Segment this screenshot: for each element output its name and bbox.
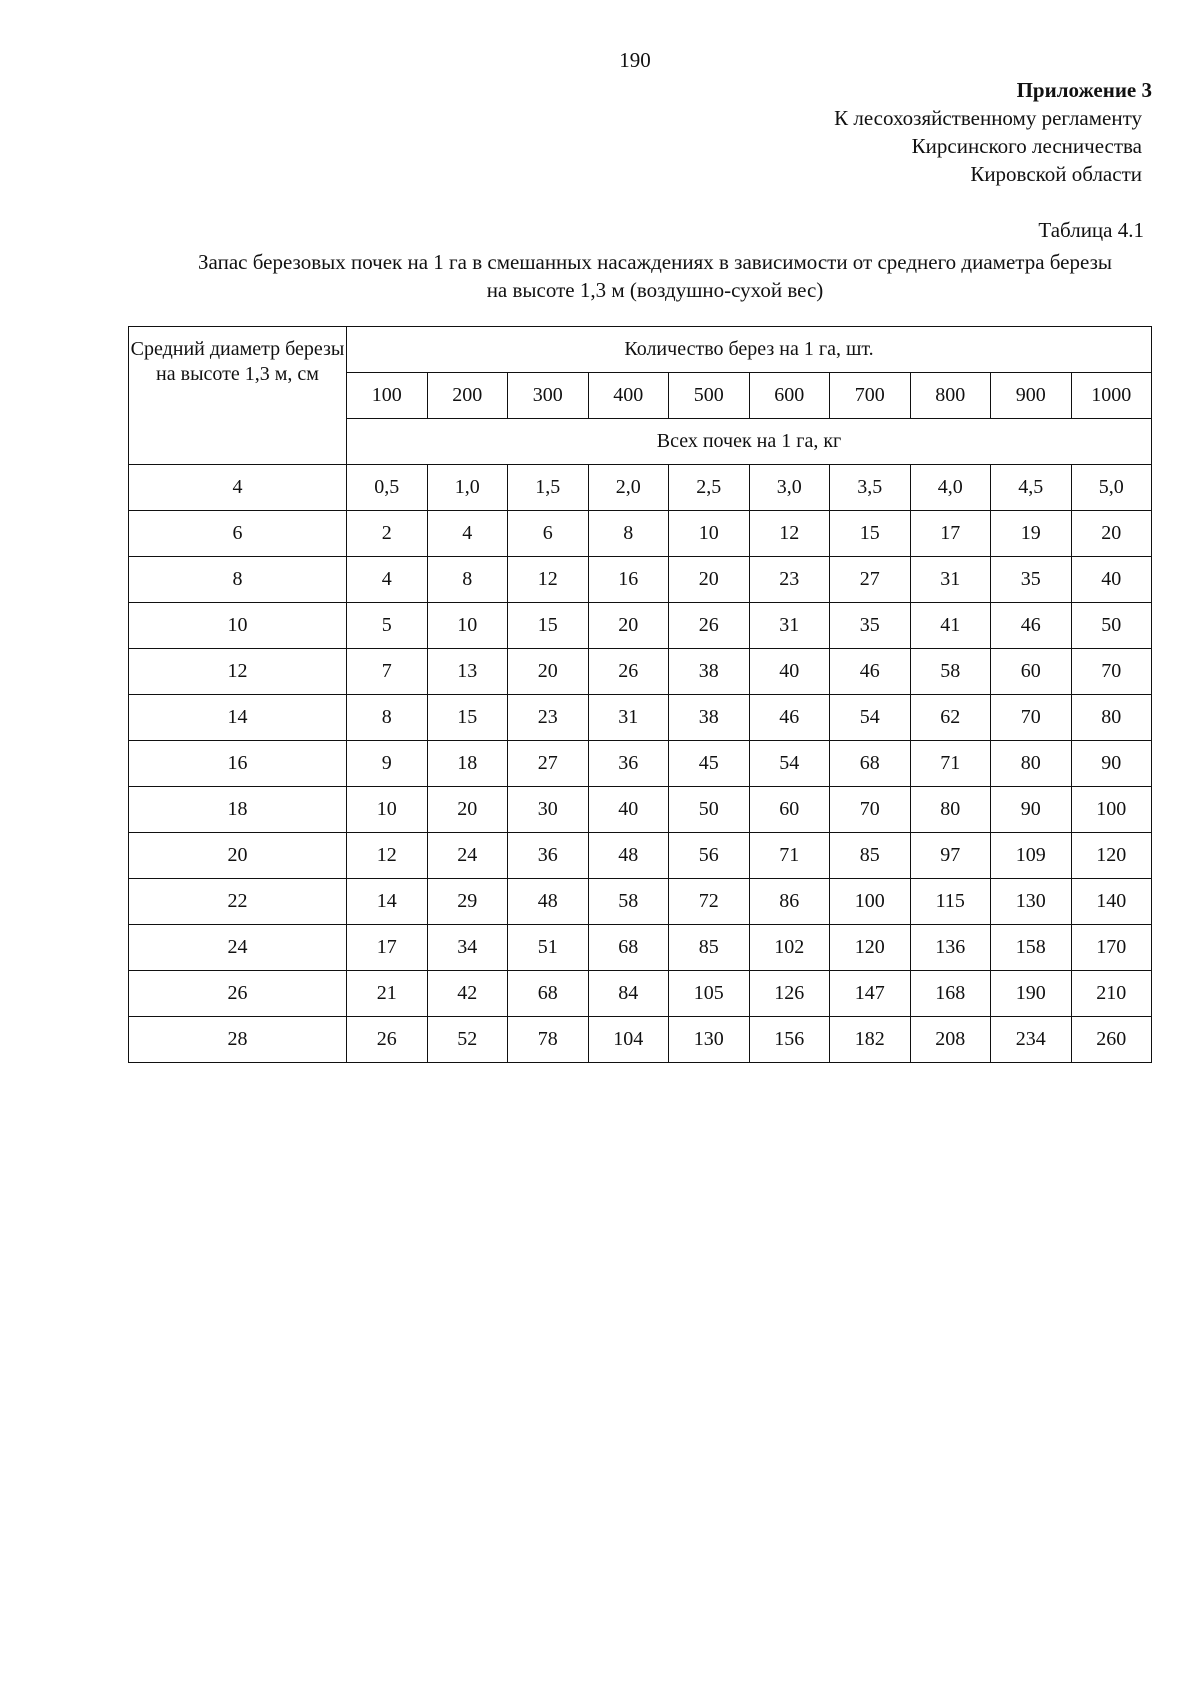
page-number: 190	[619, 48, 651, 72]
value-cell: 2,5	[669, 465, 750, 511]
value-cell: 2,0	[588, 465, 669, 511]
group-header: Количество берез на 1 га, шт.	[347, 327, 1152, 373]
value-cell: 16	[588, 557, 669, 603]
table-row	[129, 787, 1152, 833]
table-row	[129, 603, 1152, 649]
value-cell: 120	[1071, 833, 1152, 879]
value-cell: 158	[991, 925, 1072, 971]
value-cell: 51	[508, 925, 589, 971]
value-cell: 58	[588, 879, 669, 925]
diameter-cell: 18	[129, 787, 347, 833]
value-cell: 14	[347, 879, 428, 925]
table-row	[129, 695, 1152, 741]
value-cell: 17	[910, 511, 991, 557]
value-cell: 35	[991, 557, 1072, 603]
value-cell: 62	[910, 695, 991, 741]
value-cell: 120	[830, 925, 911, 971]
value-cell: 52	[427, 1017, 508, 1063]
value-cell: 68	[508, 971, 589, 1017]
value-cell: 46	[830, 649, 911, 695]
value-cell: 1,5	[508, 465, 589, 511]
value-cell: 12	[508, 557, 589, 603]
value-cell: 15	[508, 603, 589, 649]
value-cell: 40	[749, 649, 830, 695]
table-row	[129, 971, 1152, 1017]
value-cell: 84	[588, 971, 669, 1017]
value-cell: 15	[830, 511, 911, 557]
value-cell: 48	[508, 879, 589, 925]
value-cell: 104	[588, 1017, 669, 1063]
value-cell: 54	[749, 741, 830, 787]
value-cell: 70	[830, 787, 911, 833]
value-cell: 102	[749, 925, 830, 971]
value-cell: 20	[669, 557, 750, 603]
value-cell: 136	[910, 925, 991, 971]
value-cell: 46	[991, 603, 1072, 649]
value-cell: 68	[588, 925, 669, 971]
value-cell: 70	[1071, 649, 1152, 695]
table-row	[129, 511, 1152, 557]
diameter-cell: 10	[129, 603, 347, 649]
value-cell: 30	[508, 787, 589, 833]
header-row-group	[129, 327, 1152, 373]
value-cell: 27	[508, 741, 589, 787]
appendix-line: Кировской области	[970, 162, 1142, 186]
value-cell: 71	[910, 741, 991, 787]
table-body	[129, 327, 1152, 1063]
value-cell: 85	[669, 925, 750, 971]
diameter-cell: 22	[129, 879, 347, 925]
diameter-cell: 6	[129, 511, 347, 557]
value-cell: 15	[427, 695, 508, 741]
value-cell: 29	[427, 879, 508, 925]
table-row	[129, 465, 1152, 511]
diameter-cell: 16	[129, 741, 347, 787]
value-cell: 80	[1071, 695, 1152, 741]
data-table	[128, 326, 1152, 1063]
value-cell: 4,0	[910, 465, 991, 511]
value-cell: 31	[910, 557, 991, 603]
value-cell: 68	[830, 741, 911, 787]
value-cell: 182	[830, 1017, 911, 1063]
value-cell: 27	[830, 557, 911, 603]
count-header-cell: 800	[910, 373, 991, 419]
value-cell: 115	[910, 879, 991, 925]
count-header-cell: 200	[427, 373, 508, 419]
value-cell: 140	[1071, 879, 1152, 925]
value-cell: 1,0	[427, 465, 508, 511]
value-cell: 54	[830, 695, 911, 741]
table-row	[129, 649, 1152, 695]
value-cell: 9	[347, 741, 428, 787]
table-row	[129, 1017, 1152, 1063]
value-cell: 21	[347, 971, 428, 1017]
value-cell: 130	[991, 879, 1072, 925]
value-cell: 6	[508, 511, 589, 557]
diameter-cell: 4	[129, 465, 347, 511]
value-cell: 35	[830, 603, 911, 649]
value-cell: 100	[830, 879, 911, 925]
value-cell: 60	[749, 787, 830, 833]
value-cell: 86	[749, 879, 830, 925]
value-cell: 90	[1071, 741, 1152, 787]
appendix-line: Кирсинского лесничества	[911, 134, 1142, 158]
value-cell: 109	[991, 833, 1072, 879]
value-cell: 85	[830, 833, 911, 879]
value-cell: 13	[427, 649, 508, 695]
value-cell: 4,5	[991, 465, 1072, 511]
table-row	[129, 833, 1152, 879]
value-cell: 50	[669, 787, 750, 833]
value-cell: 3,0	[749, 465, 830, 511]
count-header-cell: 400	[588, 373, 669, 419]
table-row	[129, 925, 1152, 971]
value-cell: 23	[508, 695, 589, 741]
value-cell: 80	[910, 787, 991, 833]
value-cell: 26	[347, 1017, 428, 1063]
table-number: Таблица 4.1	[1038, 218, 1144, 242]
value-cell: 24	[427, 833, 508, 879]
value-cell: 2	[347, 511, 428, 557]
count-header-cell: 600	[749, 373, 830, 419]
value-cell: 10	[669, 511, 750, 557]
value-cell: 17	[347, 925, 428, 971]
value-cell: 38	[669, 649, 750, 695]
value-cell: 0,5	[347, 465, 428, 511]
value-cell: 26	[669, 603, 750, 649]
diameter-cell: 28	[129, 1017, 347, 1063]
value-cell: 260	[1071, 1017, 1152, 1063]
value-cell: 8	[588, 511, 669, 557]
value-cell: 126	[749, 971, 830, 1017]
value-cell: 156	[749, 1017, 830, 1063]
value-cell: 38	[669, 695, 750, 741]
value-cell: 100	[1071, 787, 1152, 833]
value-cell: 60	[991, 649, 1072, 695]
value-cell: 72	[669, 879, 750, 925]
value-cell: 42	[427, 971, 508, 1017]
diameter-cell: 26	[129, 971, 347, 1017]
count-header-cell: 900	[991, 373, 1072, 419]
value-cell: 20	[588, 603, 669, 649]
value-cell: 12	[347, 833, 428, 879]
value-cell: 208	[910, 1017, 991, 1063]
value-cell: 5	[347, 603, 428, 649]
value-cell: 45	[669, 741, 750, 787]
value-cell: 23	[749, 557, 830, 603]
value-cell: 31	[588, 695, 669, 741]
table-row	[129, 557, 1152, 603]
value-cell: 5,0	[1071, 465, 1152, 511]
value-cell: 170	[1071, 925, 1152, 971]
count-header-cell: 100	[347, 373, 428, 419]
value-cell: 210	[1071, 971, 1152, 1017]
value-cell: 48	[588, 833, 669, 879]
value-cell: 90	[991, 787, 1072, 833]
value-cell: 70	[991, 695, 1072, 741]
corner-header: Средний диаметр березы на высоте 1,3 м, см	[129, 327, 347, 465]
value-cell: 130	[669, 1017, 750, 1063]
value-cell: 147	[830, 971, 911, 1017]
count-header-cell: 1000	[1071, 373, 1152, 419]
table-row	[129, 741, 1152, 787]
count-header-cell: 500	[669, 373, 750, 419]
value-cell: 105	[669, 971, 750, 1017]
value-cell: 40	[588, 787, 669, 833]
value-cell: 78	[508, 1017, 589, 1063]
value-cell: 20	[508, 649, 589, 695]
diameter-cell: 8	[129, 557, 347, 603]
value-cell: 3,5	[830, 465, 911, 511]
diameter-cell: 24	[129, 925, 347, 971]
value-cell: 50	[1071, 603, 1152, 649]
value-cell: 8	[347, 695, 428, 741]
value-cell: 56	[669, 833, 750, 879]
value-cell: 97	[910, 833, 991, 879]
value-cell: 19	[991, 511, 1072, 557]
value-cell: 8	[427, 557, 508, 603]
value-cell: 4	[427, 511, 508, 557]
value-cell: 18	[427, 741, 508, 787]
value-cell: 20	[1071, 511, 1152, 557]
value-cell: 190	[991, 971, 1072, 1017]
value-cell: 31	[749, 603, 830, 649]
value-cell: 26	[588, 649, 669, 695]
value-cell: 34	[427, 925, 508, 971]
count-header-cell: 700	[830, 373, 911, 419]
value-cell: 12	[749, 511, 830, 557]
value-cell: 36	[508, 833, 589, 879]
value-cell: 71	[749, 833, 830, 879]
appendix-title: Приложение 3	[1016, 78, 1152, 102]
value-cell: 58	[910, 649, 991, 695]
count-header-cell: 300	[508, 373, 589, 419]
diameter-cell: 14	[129, 695, 347, 741]
diameter-cell: 12	[129, 649, 347, 695]
value-cell: 40	[1071, 557, 1152, 603]
value-cell: 168	[910, 971, 991, 1017]
diameter-cell: 20	[129, 833, 347, 879]
appendix-block	[834, 76, 1152, 188]
value-cell: 41	[910, 603, 991, 649]
value-cell: 10	[347, 787, 428, 833]
value-cell: 46	[749, 695, 830, 741]
value-cell: 36	[588, 741, 669, 787]
value-cell: 10	[427, 603, 508, 649]
table-row	[129, 879, 1152, 925]
value-cell: 20	[427, 787, 508, 833]
value-cell: 4	[347, 557, 428, 603]
value-cell: 7	[347, 649, 428, 695]
value-cell: 80	[991, 741, 1072, 787]
unit-header: Всех почек на 1 га, кг	[347, 419, 1152, 465]
appendix-line: К лесохозяйственному регламенту	[834, 106, 1142, 130]
table-caption: Запас березовых почек на 1 га в смешанных насаждениях в зависимости от среднего диаметра березы на высоте 1,3 м (воздушно-сухой вес)	[198, 250, 1112, 302]
value-cell: 234	[991, 1017, 1072, 1063]
